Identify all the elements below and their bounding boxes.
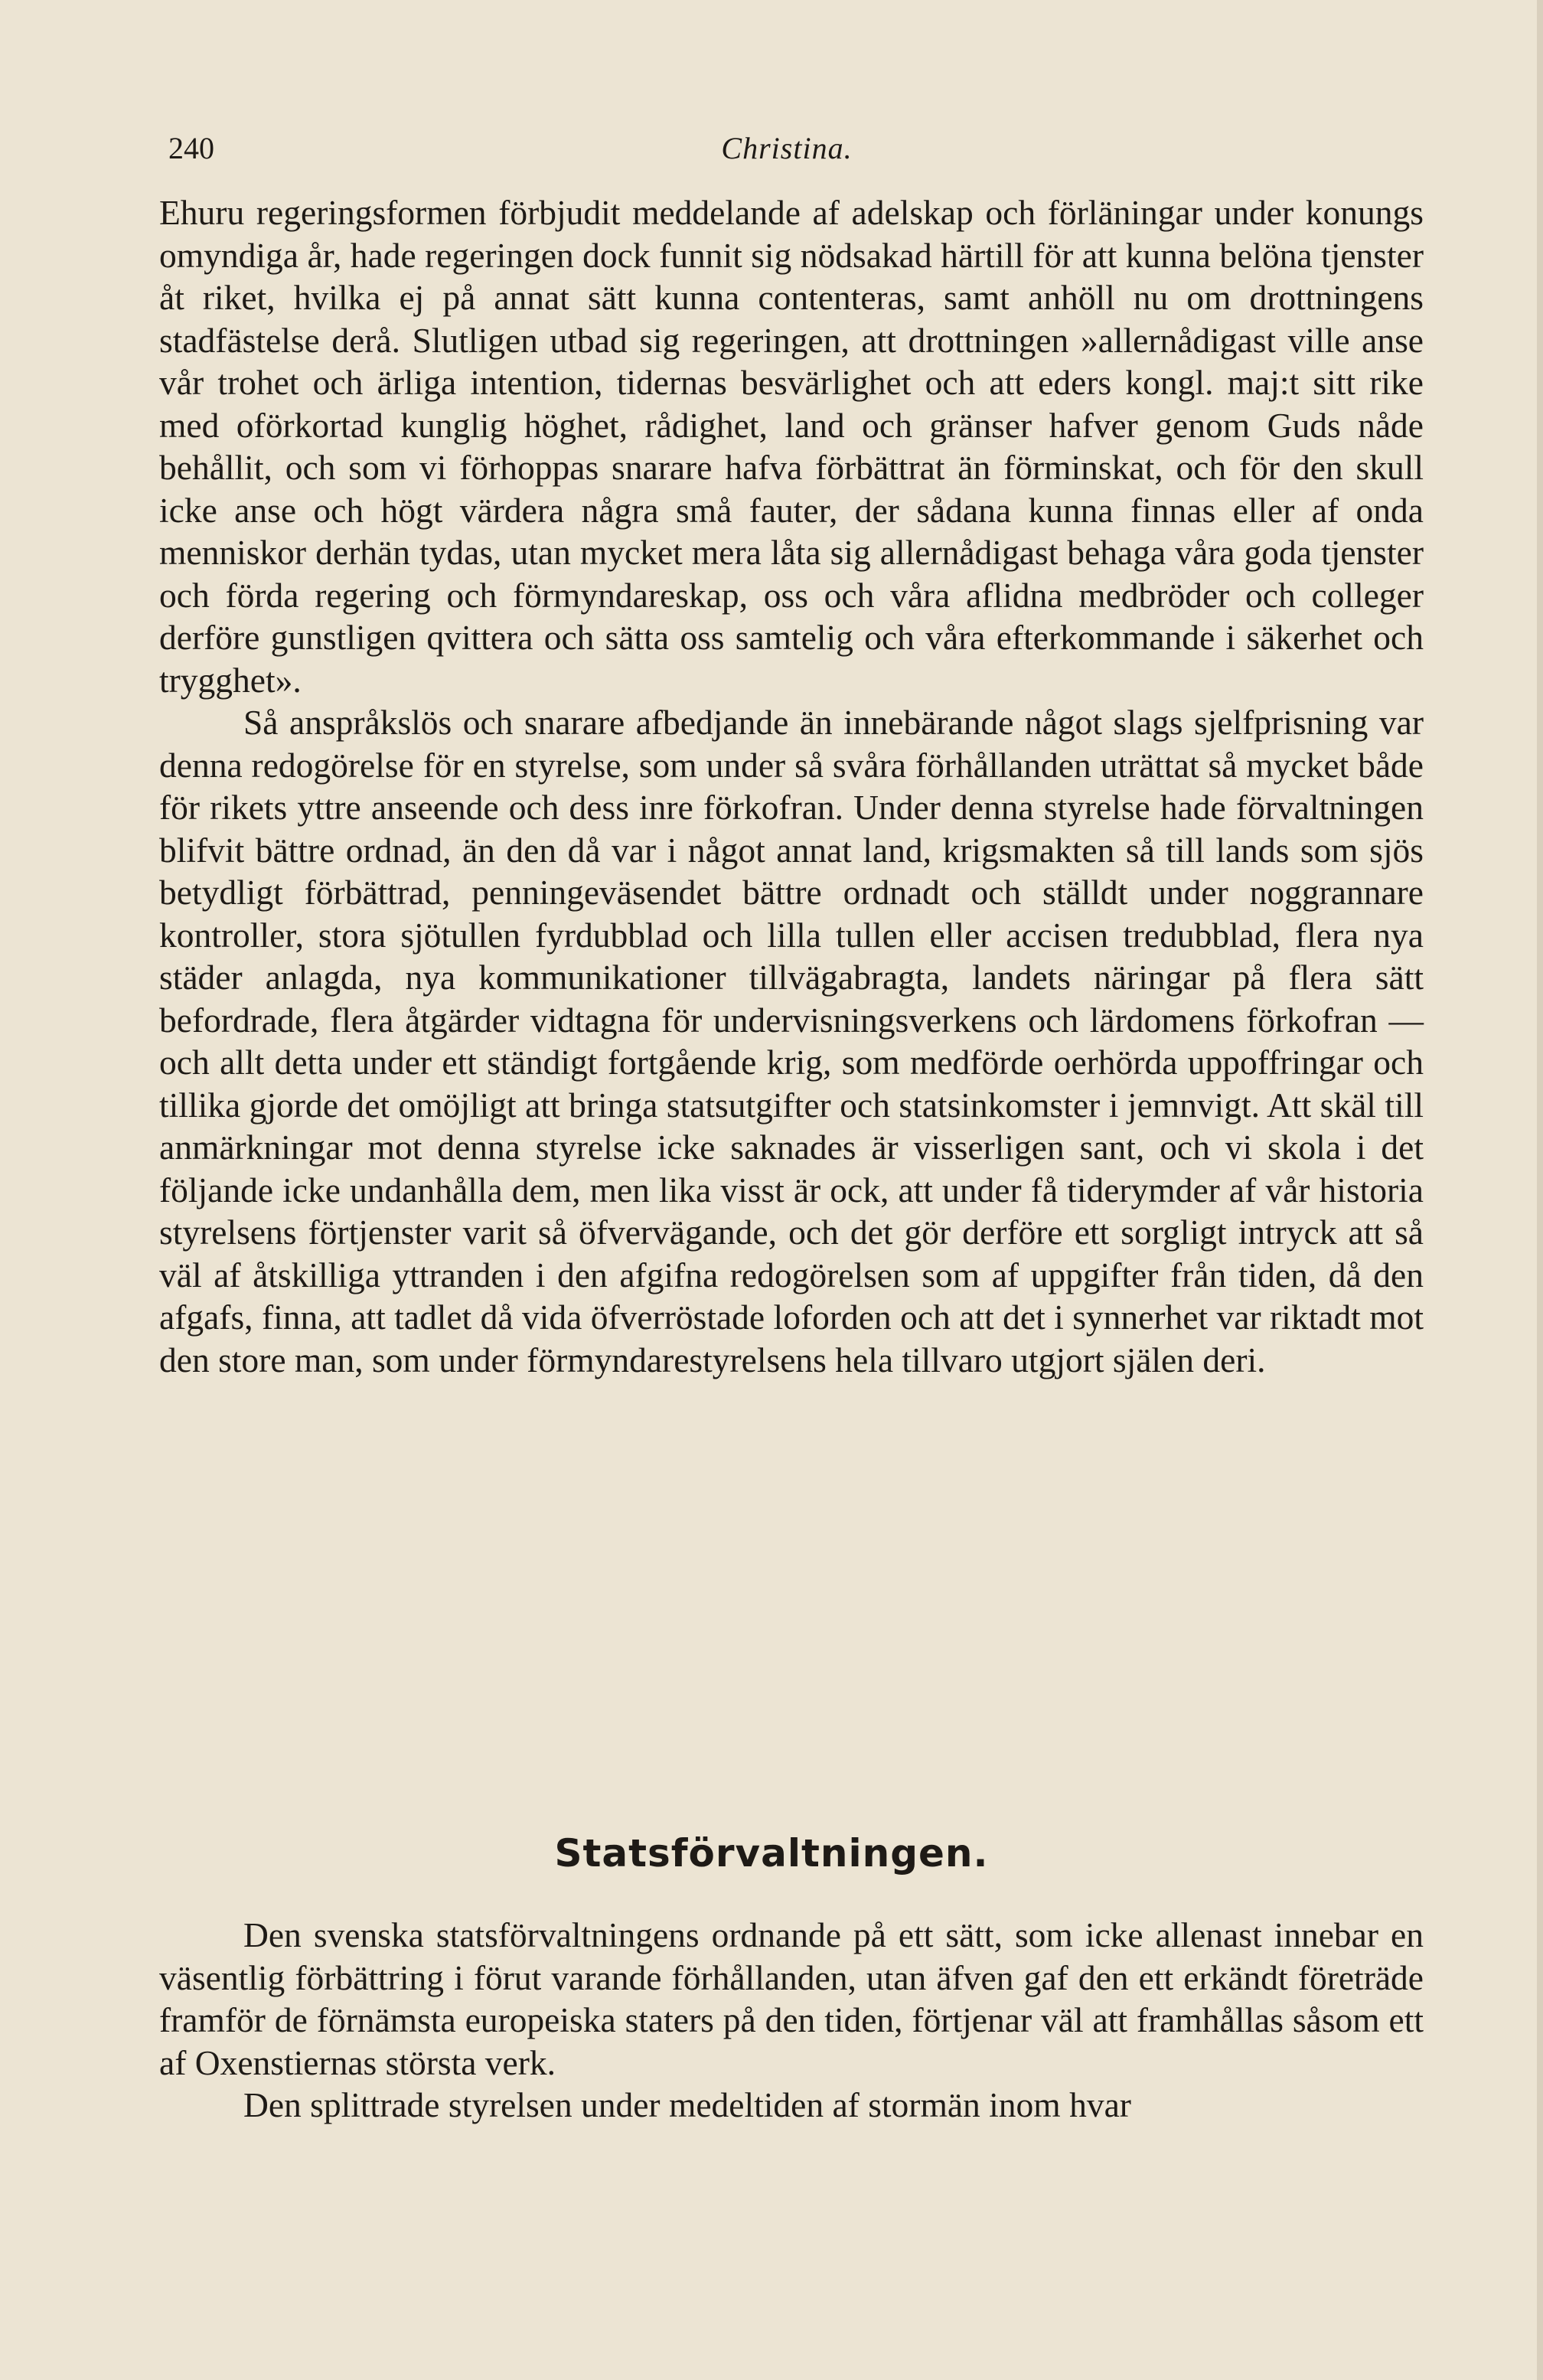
page-number: 240 <box>168 131 214 165</box>
page-header <box>159 130 1414 176</box>
paragraph: Den splittrade styrelsen under medeltiden af stormän inom hvar <box>243 2085 1131 2124</box>
section-heading: Statsförvaltningen. <box>554 1831 989 1876</box>
paragraph: Så anspråkslös och snarare afbedjande än innebärande något slags sjelfprisning var denna redogörelse för en styrelse, som under så svåra förhållanden uträttat så mycket både för rikets yttre anseende och dess inre förkofran. Under denna styrelse hade förvaltningen blifvit bättre ordnad, än den då var i något annat land, krigsmakten så till lands som sjös betydligt förbättrad, penningeväsendet bättre ordnadt och ställdt under noggrannare kontroller, stora sjötullen fyrdubblad och lilla tullen eller accisen tredubblad, flera nya städer anlagda, nya kommunikationer tillvägabragta, landets näringar på flera sätt befordrade, flera åtgärder vidtagna för undervisningsverkens och lärdomens förkofran — och allt detta under ett ständigt fortgående krig, som medförde oerhörda uppoffringar och tillika gjorde det omöjligt att bringa statsutgifter och statsinkomster i jemnvigt. Att skäl till anmärkningar mot denna styrelse icke saknades är visserligen sant, och vi skola i det följande icke undanhålla dem, men lika visst är ock, att under få tiderymder af vår historia styrelsens förtjenster varit så öfvervägande, och det gör derföre ett sorgligt intryck att så väl af åtskilliga yttranden i den afgifna redogörelsen som af uppgifter från tiden, då den afgafs, finna, att tadlet då vida öfverröstade loforden och att det i synnerhet var riktadt mot den store man, som under förmyndarestyrelsens hela tillvaro utgjort själen deri. <box>159 703 1424 1379</box>
page-edge <box>1537 0 1543 2380</box>
paragraph: Ehuru regeringsformen förbjudit meddelande af adelskap och förläningar under konungs omyndiga år, hade regeringen dock funnit sig nödsakad härtill för att kunna belöna tjenster åt riket, hvilka ej på annat sätt kunna contenteras, samt anhöll nu om drottningens stadfästelse derå. Slutligen utbad sig regeringen, att drottningen »allernådigast ville anse vår trohet och ärliga intention, tidernas besvärlighet och att eders kongl. maj:t sitt rike med oförkortad kunglig höghet, rådighet, land och gränser hafver genom Guds nåde behållit, och som vi förhoppas snarare hafva förbättrat än förminskat, och för den skull icke anse och högt värdera några små fauter, der sådana kunna finnas eller af onda menniskor derhän tydas, utan mycket mera låta sig allernådigast behaga våra goda tjenster och förda regering och förmyndareskap, oss och våra aflidna medbröder och colleger derföre gunstligen qvittera och sätta oss samtelig och våra efterkommande i säkerhet och trygghet». <box>159 193 1424 700</box>
body-text-top <box>159 191 1424 1381</box>
paragraph: Den svenska statsförvaltningens ordnande på ett sätt, som icke allenast innebar en väsentlig förbättring i förut varande förhållanden, utan äfven gaf den ett erkändt företräde framför de förnämsta europeiska staters på den tiden, förtjenar väl att framhållas såsom ett af Oxenstiernas största verk. <box>159 1915 1424 2082</box>
body-text-bottom <box>159 1914 1424 2127</box>
running-title: Christina. <box>721 131 853 165</box>
